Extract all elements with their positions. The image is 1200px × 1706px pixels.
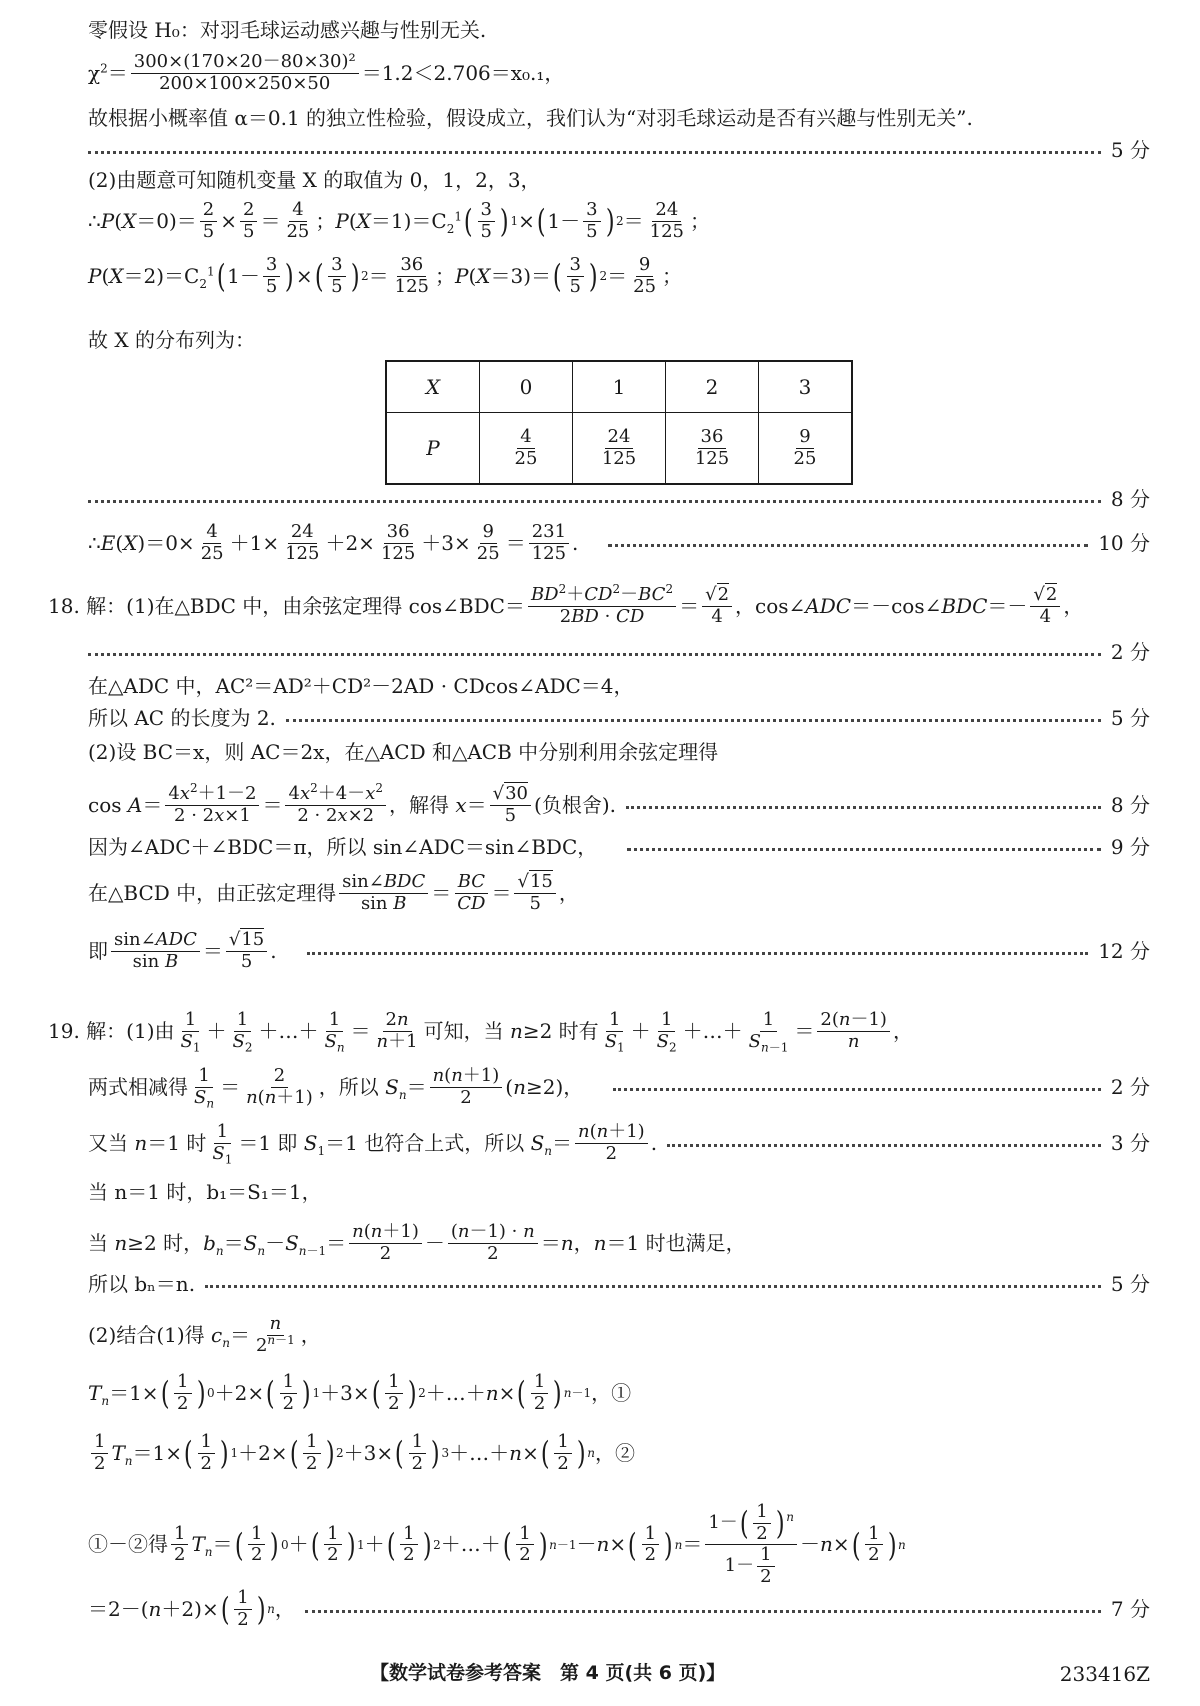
- score-line: [88, 640, 1150, 665]
- score-label: 8 分: [1110, 792, 1150, 817]
- part2-intro-text: (2)由题意可知随机变量 X 的取值为 0，1，2，3，: [88, 168, 541, 192]
- score-label: 5 分: [1110, 1272, 1150, 1296]
- q19-b1: 当 n＝1 时，b₁＝S₁＝1，: [88, 1180, 322, 1204]
- table-head-x: X: [386, 361, 480, 413]
- q19-line-4: [88, 1180, 1150, 1205]
- part2-intro-line: [88, 168, 1150, 193]
- q19-line-9: 1 2 $T_n=1\times$ ( 1 2 ) 1 ＋2× ( 1 2 ) 2 ＋3× ( 1 2 ) 3 ＋…＋n× ( 1 2 ) n ，②: [88, 1432, 1150, 1474]
- q19-line-3: 又当 n＝1 时 1 $S_1$ ＝1 即 $S_1=1$ 也符合上式，所以 $S_n=$ n(n＋1) 2 . 3 分: [88, 1121, 1150, 1167]
- table-cell: $\frac{9}{25}$: [759, 413, 853, 485]
- q19-line-6: [88, 1272, 1150, 1297]
- footer-code: 233416Z: [1059, 1662, 1150, 1686]
- q19-line-8: $T_n=1\times$ ( 1 2 ) 0 ＋2× ( 1 2 ) 1 ＋3× ( 1 2 ) 2 ＋…＋n× ( 1 2 ) n－1 ，①: [88, 1371, 632, 1414]
- table-cell: $\frac{24}{125}$: [573, 413, 666, 485]
- distribution-table: [385, 360, 853, 485]
- q18-line-8: 即 sin∠ADC sin B ＝ √15 5 . 12 分: [88, 929, 1150, 972]
- score-label: 5 分: [1110, 706, 1150, 730]
- chi-result: ＝1.2＜2.706＝x₀.₁，: [361, 60, 565, 85]
- score-label: 2 分: [1110, 640, 1150, 664]
- q18-law-of-cosines: 在△ADC 中，AC²＝AD²＋CD²－2AD · CDcos∠ADC＝4，: [88, 674, 634, 698]
- score-label: 9 分: [1110, 835, 1150, 859]
- q19-line-11: ＝2－(n＋2)× ( 1 2 ) n ， 7 分: [88, 1587, 1150, 1630]
- footer-title: 【数学试卷参考答案 第 4 页(共 6 页)】: [370, 1662, 726, 1684]
- score-label: 5 分: [1110, 138, 1150, 162]
- q18-line-5: cos A＝ $4x^2+1-2$ 2 · 2x×1 ＝ $4x^2+4-x^2$ 2 · 2x×2 ，解得 x＝ √30 5 (负根舍). 8 分: [88, 781, 1150, 826]
- distribution-intro-line: [88, 328, 1150, 353]
- q18-line-6: [88, 835, 1150, 860]
- q18-ac-length: 所以 AC 的长度为 2.: [88, 706, 276, 730]
- table-cell: $\frac{4}{25}$: [480, 413, 573, 485]
- table-row: [386, 361, 852, 413]
- q19-line-7: (2)结合(1)得 $c_n=$ n $2^{n-1}$ ，: [88, 1313, 321, 1356]
- score-label: 10 分: [1098, 530, 1150, 555]
- table-head-p: P: [386, 413, 480, 485]
- q18-law-of-sines: 在△BCD 中，由正弦定理得: [88, 880, 337, 905]
- expectation-line: ∴E(X)＝0× $\frac{4}{25}$ ＋1× $\frac{24}{125}$ ＋2× $\frac{36}{125}$ ＋3× $\frac{9}{25}$ ＝ 231 125 . 10 分: [88, 521, 1150, 564]
- q18-line-3: [88, 706, 1150, 731]
- q19-line-10: ①－②得 1 2 $T_n=$ ( 1 2 ) 0 ＋ ( 1 2 ) 1 ＋ ( 1 2 ) 2 ＋…＋ ( 1 2 ) n－1 －n× ( 1 2 ) n ＝ 1－( $\frac{1}{2}$ ) $^n$ 1－ $\frac{1}{2}$ －n× ( 1 2 ) n: [88, 1501, 906, 1588]
- score-label: 12 分: [1098, 938, 1150, 963]
- score-label: 7 分: [1110, 1596, 1150, 1621]
- q18-line-1: 18. 解：(1)在△BDC 中，由余弦定理得 cos∠BDC＝ $BD^2+CD^2-BC^2$ 2BD · CD ＝ √2 4 ，cos∠ADC＝－cos∠BDC＝－ √2 4 ，: [48, 582, 1084, 627]
- table-cell: 2: [666, 361, 759, 413]
- conclusion-text: 故根据小概率值 α＝0.1 的独立性检验，假设成立，我们认为“对羽毛球运动是否有兴趣与性别无关”.: [88, 106, 973, 130]
- hypothesis-text: 零假设 H₀：对羽毛球运动感兴趣与性别无关.: [88, 18, 487, 42]
- probability-line-1: ∴P(X＝0)＝ $\frac{2}{5}$ × $\frac{2}{5}$ ＝ 4 25 ；$P(X=1)=C_2^1$ ( 3 5 ) 1 × ( 1－ 3 5 ) 2 ＝ 24 125 ；: [88, 199, 711, 242]
- q19-line-1: 19. 解：(1)由 1 $S_1$ ＋ 1 $S_2$ ＋…＋ 1 $S_n$ ＝ 2n n＋1 可知，当 n≥2 时有 1 $S_1$ ＋ 1 $S_2$ ＋…＋ 1 $S_{n-1}$ ＝ 2(n－1) n ，: [48, 1009, 913, 1055]
- table-cell: 0: [480, 361, 573, 413]
- score-label: 8 分: [1110, 487, 1150, 511]
- table-cell: $\frac{36}{125}$: [666, 413, 759, 485]
- q18-sine-equal: 因为∠ADC＋∠BDC＝π，所以 sin∠ADC＝sin∠BDC，: [88, 835, 598, 859]
- distribution-intro-text: 故 X 的分布列为：: [88, 328, 255, 352]
- q18-line-4: [88, 740, 1150, 765]
- conclusion-line: [88, 106, 1150, 131]
- table-cell: 1: [573, 361, 666, 413]
- chi-square-line: $\chi^2=$ $\frac{\text{300×(170×20－80×30)²}}{200\times 100\times 250\times 50}$ ＝1.2＜2.706＝x₀.₁，: [88, 51, 565, 94]
- q19-bn: 所以 bₙ＝n.: [88, 1272, 196, 1296]
- probability-line-2: $P(X=2)=C_2^1$ ( 1－ 3 5 ) × ( 3 5 ) 2 ＝ 36 125 ；P(X＝3)＝ ( 3 5 ) 2 ＝ 9 25 ；: [88, 254, 683, 297]
- q18-intro: 18. 解：(1)在△BDC 中，由余弦定理得 cos∠BDC＝: [48, 593, 525, 618]
- q19-line-2: 两式相减得 1 $S_n$ ＝ 2 n(n＋1) ，所以 $S_n=$ n(n＋1) 2 (n≥2)， 2 分: [88, 1065, 1150, 1111]
- table-cell: 3: [759, 361, 853, 413]
- chi-numerator: 300×(170×20－80×30)²: [131, 52, 359, 74]
- score-line: [88, 487, 1150, 512]
- q18-part2-intro: (2)设 BC＝x，则 AC＝2x，在△ACD 和△ACB 中分别利用余弦定理得: [88, 740, 719, 764]
- chi-denominator: 200×100×250×50: [159, 72, 331, 94]
- chi-square-fraction: [131, 52, 359, 94]
- score-line: [88, 138, 1150, 163]
- table-row: [386, 413, 852, 485]
- score-label: 2 分: [1110, 1074, 1150, 1099]
- hypothesis-line: [88, 18, 1150, 43]
- q19-line-5: 当 n≥2 时，$b_n=S_n-S_{n-1}=$ n(n＋1) 2 － (n－1) · n 2 ＝n，n＝1 时也满足，: [88, 1221, 746, 1264]
- score-label: 3 分: [1110, 1130, 1150, 1155]
- q18-line-7: 在△BCD 中，由正弦定理得 sin∠BDC sin B ＝ BC CD ＝ √15 5 ，: [88, 871, 579, 914]
- q18-line-2: [88, 674, 1150, 699]
